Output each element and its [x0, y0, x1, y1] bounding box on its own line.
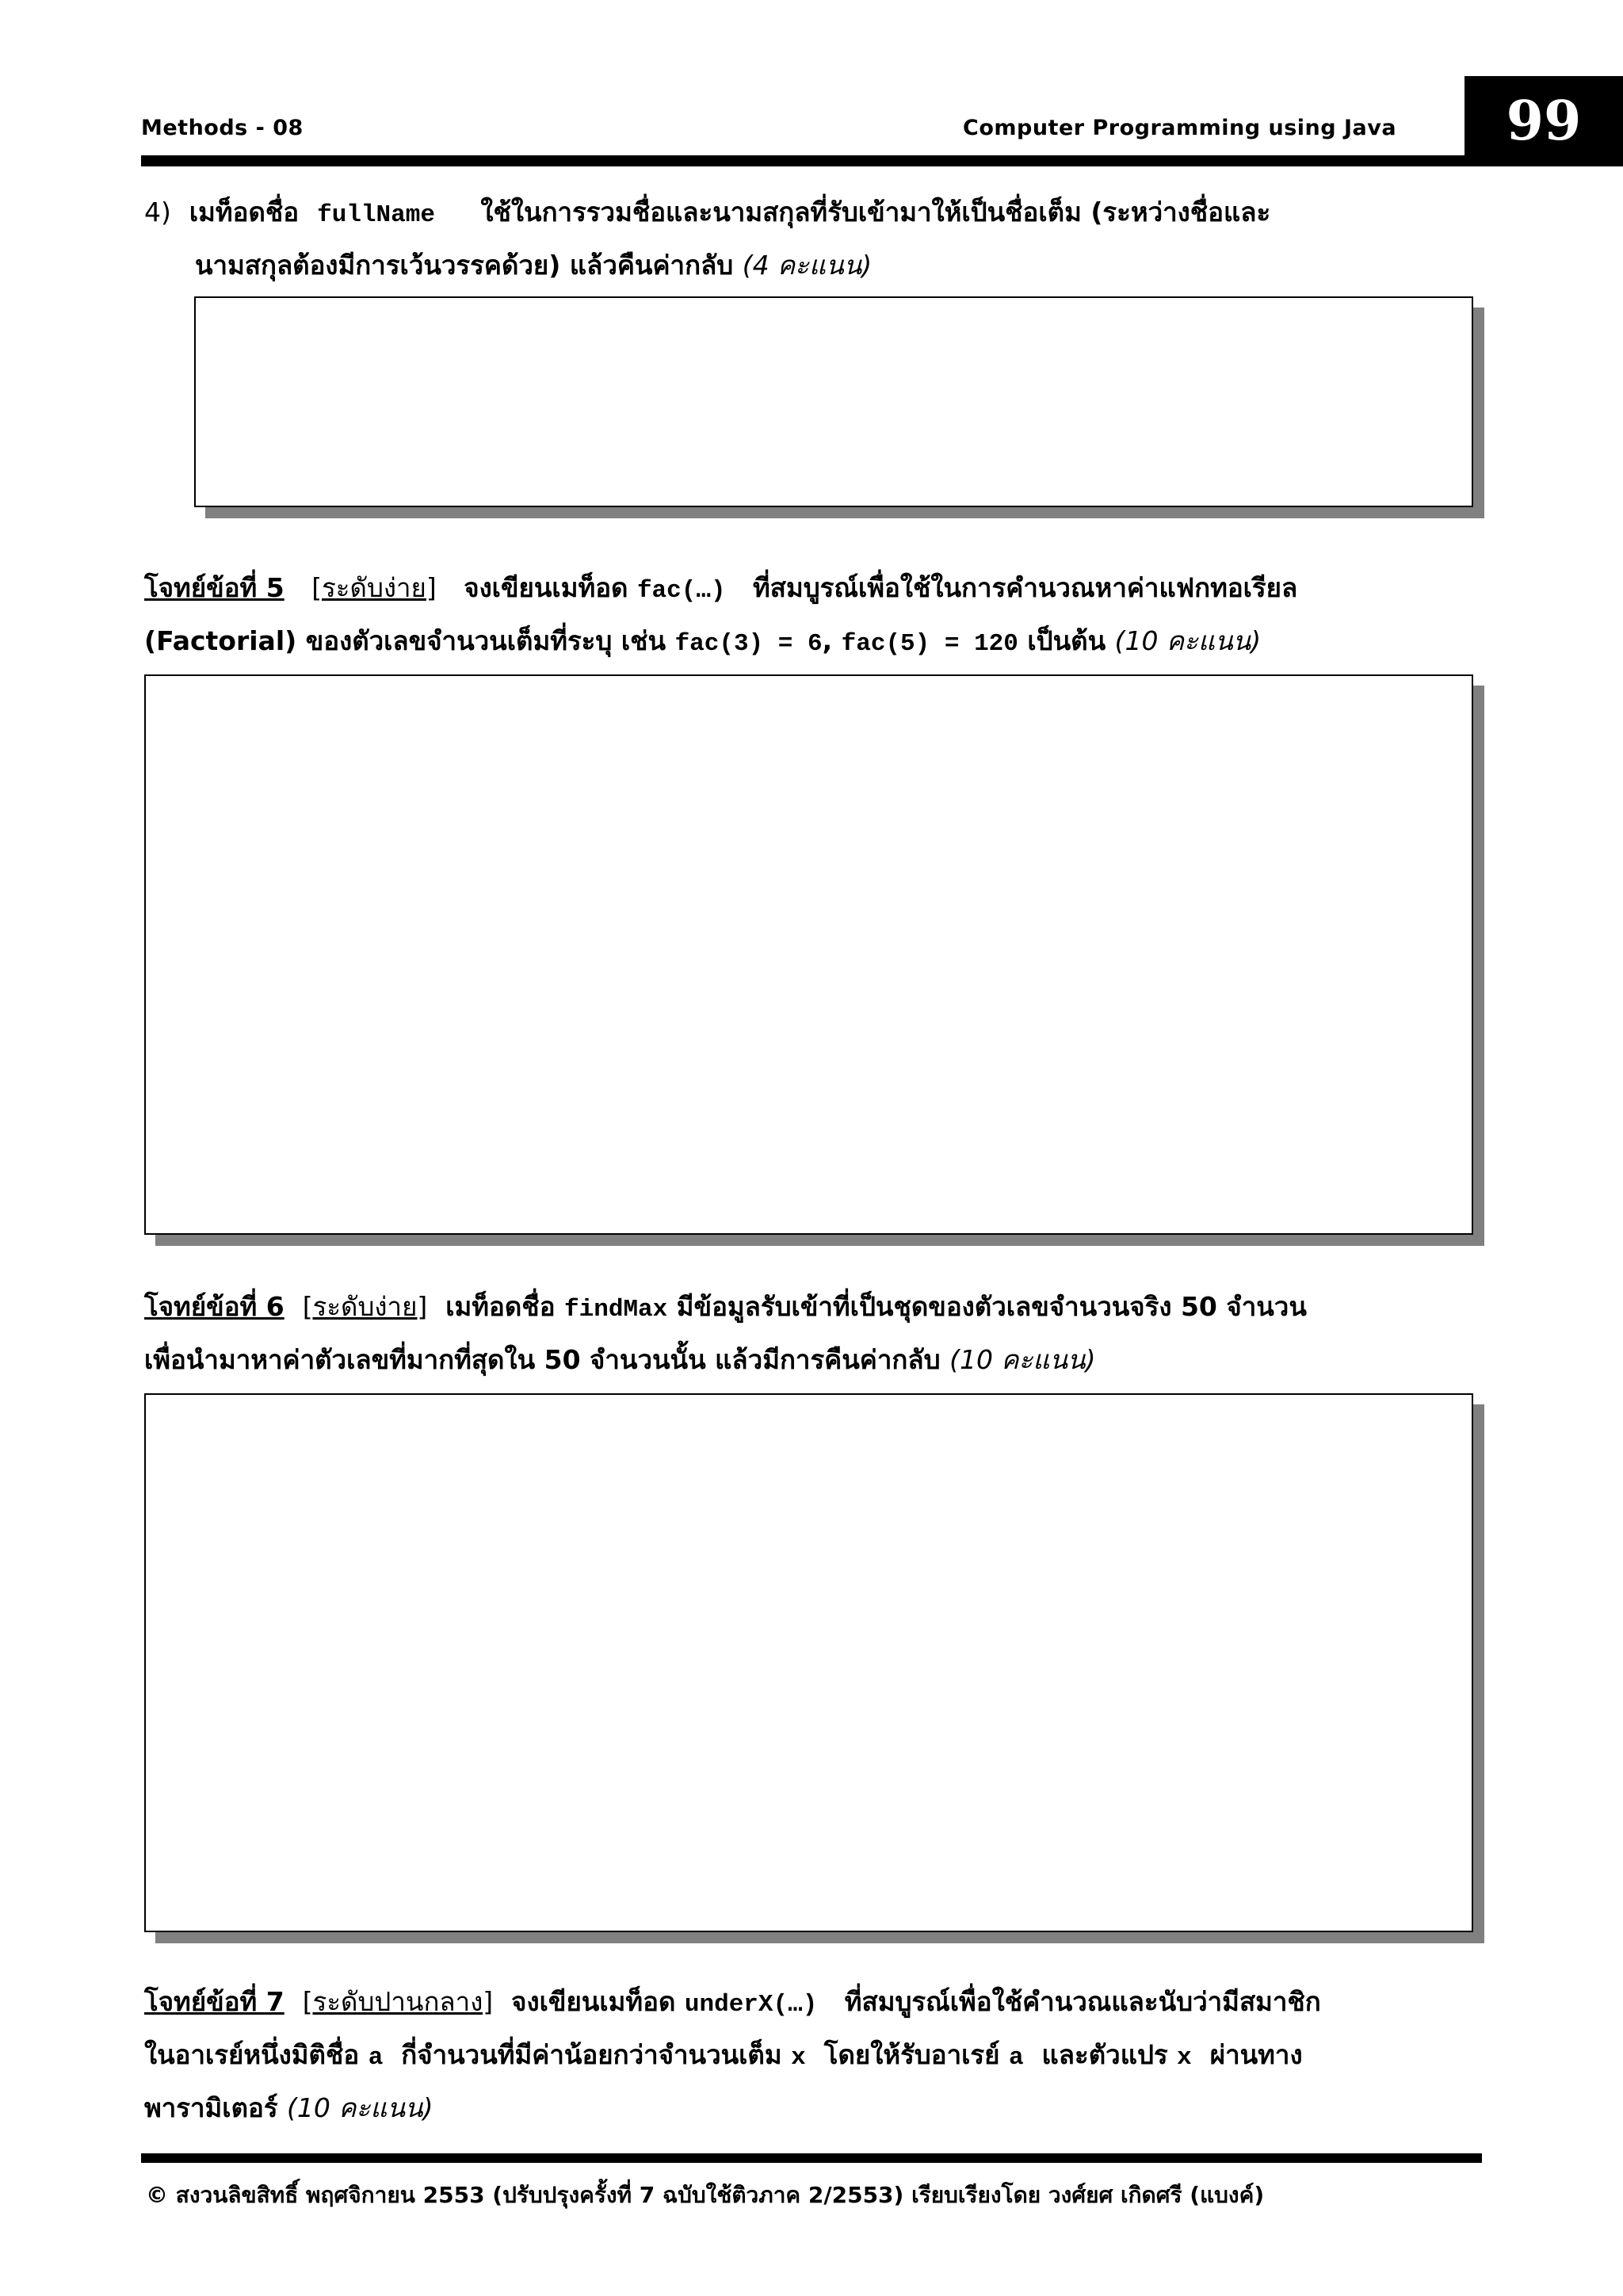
- q5-example-2: fac(5) = 120: [841, 630, 1018, 658]
- q5-level: [ระดับง่าย]: [311, 572, 437, 603]
- header-right-title: Computer Programming using Java: [963, 116, 1397, 140]
- q7-text-4: กี่จำนวนที่มีค่าน้อยกว่าจำนวนเต็ม: [401, 2039, 782, 2070]
- q7-score: (10 คะแนน): [287, 2092, 433, 2123]
- q5-example-1: fac(3) = 6: [674, 630, 823, 658]
- question-7: [144, 1977, 1476, 2133]
- question-5: โจทย์ข้อที่ 5 [ระดับง่าย] จงเขียนเมท็อด fac(…) ที่สมบูรณ์เพื่อใช้ในการคำนวณหาค่าแฟกทอเรียล (Factorial) ของตัวเลขจำนวนเต็มที่ระบุ เช่น fac(3) = 6, fac(5) = 120 เป็นต้น (10 คะแนน): [144, 572, 1298, 658]
- q4-text-1: เมท็อดชื่อ: [189, 197, 300, 227]
- q5-text-3: (Factorial) ของตัวเลขจำนวนเต็มที่ระบุ เช่น: [144, 625, 666, 656]
- q5-label: โจทย์ข้อที่ 5: [144, 572, 285, 603]
- q4-answer-box[interactable]: [194, 296, 1473, 507]
- q7-text-3: ในอาเรย์หนึ่งมิติชื่อ: [144, 2039, 360, 2070]
- q4-number: 4): [144, 197, 171, 227]
- q7-code-a-2: a: [1008, 2044, 1024, 2072]
- q7-text-5: โดยให้รับอาเรย์: [823, 2039, 1000, 2070]
- q5-score: (10 คะแนน): [1114, 625, 1262, 656]
- q6-score: (10 คะแนน): [949, 1344, 1096, 1375]
- q7-text-2: ที่สมบูรณ์เพื่อใช้คำนวณและนับว่ามีสมาชิก: [844, 1986, 1321, 2017]
- q7-text-8: พารามิเตอร์: [144, 2092, 278, 2123]
- q5-code-fac: fac(…): [636, 577, 726, 605]
- footer-rule: [141, 2153, 1482, 2163]
- q4-text-3: นามสกุลต้องมีการเว้นวรรคด้วย) แล้วคืนค่ากลับ: [195, 250, 734, 281]
- q5-text-2: ที่สมบูรณ์เพื่อใช้ในการคำนวณหาค่าแฟกทอเรียล: [753, 572, 1298, 603]
- q4-score: (4 คะแนน): [742, 250, 873, 281]
- q6-text-3: เพื่อนำมาหาค่าตัวเลขที่มากที่สุดใน 50 จำนวนนั้น แล้วมีการคืนค่ากลับ: [144, 1344, 941, 1375]
- header-rule: [141, 155, 1623, 166]
- q6-code-findmax: findMax: [564, 1296, 668, 1324]
- q7-text-6: และตัวแปร: [1041, 2039, 1168, 2070]
- q7-text-7: ผ่านทาง: [1209, 2039, 1303, 2070]
- q7-level: [ระดับปานกลาง]: [302, 1986, 494, 2017]
- q4-code-fullname: fullName: [317, 201, 435, 229]
- q4-text-2: ใช้ในการรวมชื่อและนามสกุลที่รับเข้ามาให้เป็นชื่อเต็ม (ระหว่างชื่อและ: [480, 197, 1271, 227]
- q6-label: โจทย์ข้อที่ 6: [144, 1291, 285, 1322]
- q7-code-x-2: x: [1177, 2044, 1192, 2072]
- q7-code-underx: underX(…): [684, 1991, 818, 2019]
- q7-label: โจทย์ข้อที่ 7: [144, 1986, 285, 2017]
- page-number: 99: [1465, 76, 1623, 166]
- q7-code-a: a: [368, 2044, 384, 2072]
- question-4: [144, 187, 1476, 290]
- q7-code-x: x: [791, 2044, 806, 2072]
- q6-answer-box[interactable]: [144, 1393, 1473, 1932]
- q6-text-2: มีข้อมูลรับเข้าที่เป็นชุดของตัวเลขจำนวนจริง 50 จำนวน: [676, 1291, 1307, 1322]
- q6-level: [ระดับง่าย]: [302, 1291, 428, 1322]
- q5-text-1: จงเขียนเมท็อด: [464, 572, 628, 603]
- header-left-title: Methods - 08: [141, 116, 304, 140]
- q6-text-1: เมท็อดชื่อ: [445, 1291, 556, 1322]
- q5-text-4: เป็นต้น: [1027, 625, 1106, 656]
- question-6: [144, 1282, 1476, 1385]
- q7-text-1: จงเขียนเมท็อด: [511, 1986, 676, 2017]
- q5-answer-box[interactable]: [144, 674, 1473, 1235]
- footer-copyright: © สงวนลิขสิทธิ์ พฤศจิกายน 2553 (ปรับปรุงครั้งที่ 7 ฉบับใช้ติวภาค 2/2553) เรียบเรียงโดย วงศ์ยศ เกิดศรี (แบงค์): [146, 2182, 1265, 2208]
